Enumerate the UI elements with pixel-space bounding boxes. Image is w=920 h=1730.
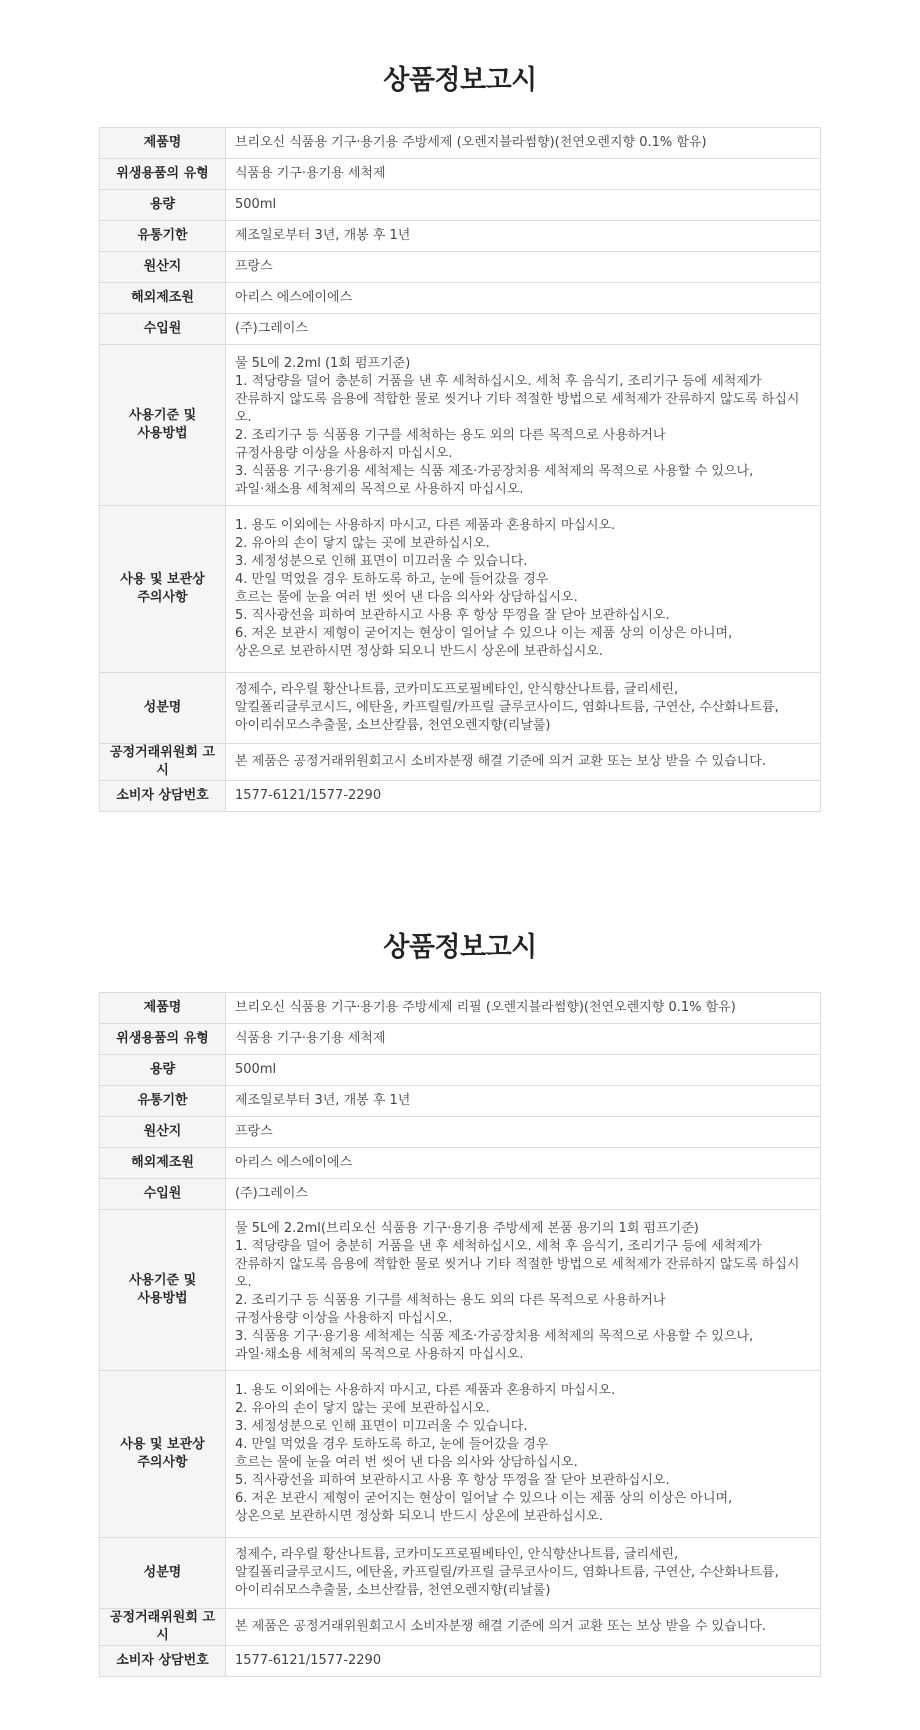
table-row bbox=[100, 1179, 821, 1210]
table-row bbox=[100, 1148, 821, 1179]
row-value: 1. 용도 이외에는 사용하지 마시고, 다른 제품과 혼용하지 마십시오. 2. 유아의 손이 닿지 않는 곳에 보관하십시오. 3. 세정성분으로 인해 표면이 미끄러울 수 있습니다. 4. 만일 먹었을 경우 토하도록 하고, 눈에 들어갔을 경우 흐르는 물에 눈을 여러 번 씻어 낸 다음 의사와 상담하십시오. 5. 직사광선을 피하여 보관하시고 사용 후 항상 뚜껑을 잘 닫아 보관하십시오. 6. 저온 보관시 제형이 굳어지는 현상이 일어날 수 있으나 이는 제품 상의 이상은 아니며, 상온으로 보관하시면 정상화 되오니 반드시 상온에 보관하십시오. bbox=[226, 1371, 821, 1538]
row-label: 수입원 bbox=[100, 1179, 226, 1210]
row-value: 본 제품은 공정거래위원회고시 소비자분쟁 해결 기준에 의거 교환 또는 보상 받을 수 있습니다. bbox=[226, 744, 821, 781]
row-value: 제조일로부터 3년, 개봉 후 1년 bbox=[226, 221, 821, 252]
section-title: 상품정보고시 bbox=[383, 65, 537, 96]
row-label: 사용 및 보관상 주의사항 bbox=[100, 506, 226, 673]
row-value: 1577-6121/1577-2290 bbox=[226, 781, 821, 812]
product-notice-section bbox=[0, 865, 920, 1730]
row-label: 사용 및 보관상 주의사항 bbox=[100, 1371, 226, 1538]
row-value: 500ml bbox=[226, 1055, 821, 1086]
product-info-table bbox=[99, 127, 821, 812]
row-label: 유통기한 bbox=[100, 1086, 226, 1117]
table-row bbox=[100, 345, 821, 506]
row-value: 브리오신 식품용 기구·용기용 주방세제 리필 (오렌지블라썸향)(천연오렌지향 0.1% 함유) bbox=[226, 993, 821, 1024]
row-label: 성분명 bbox=[100, 1538, 226, 1609]
row-value: 정제수, 라우릴 황산나트륨, 코카미도프로필베타인, 안식향산나트륨, 글리세린, 알킬폴리글루코시드, 에탄올, 카프릴릴/카프릴 글루코사이드, 염화나트륨, 구연산, 수산화나트륨, 아이리쉬모스추출물, 소브산칼륨, 천연오렌지향(리날룰) bbox=[226, 673, 821, 744]
table-row bbox=[100, 1538, 821, 1609]
table-row bbox=[100, 1210, 821, 1371]
table-row bbox=[100, 159, 821, 190]
table-row bbox=[100, 781, 821, 812]
row-value: 프랑스 bbox=[226, 252, 821, 283]
section-title: 상품정보고시 bbox=[383, 932, 537, 963]
row-value: 물 5L에 2.2ml (1회 펌프기준) 1. 적당량을 덜어 충분히 거품을 낸 후 세척하십시오. 세척 후 음식기, 조리기구 등에 세척제가 잔류하지 않도록 음용에 적합한 물로 씻거나 기타 적절한 방법으로 세척제가 잔류하지 않도록 하십시오. 2. 조리기구 등 식품용 기구를 세척하는 용도 외의 다른 목적으로 사용하거나 규정사용량 이상을 사용하지 마십시오. 3. 식품용 기구·용기용 세척제는 식품 제조·가공장치용 세척제의 목적으로 사용할 수 있으나, 과일·채소용 세척제의 목적으로 사용하지 마십시오. bbox=[226, 345, 821, 506]
table-row bbox=[100, 1371, 821, 1538]
table-row bbox=[100, 1086, 821, 1117]
row-label: 용량 bbox=[100, 1055, 226, 1086]
table-row bbox=[100, 221, 821, 252]
row-label: 소비자 상담번호 bbox=[100, 1646, 226, 1677]
row-value: 1. 용도 이외에는 사용하지 마시고, 다른 제품과 혼용하지 마십시오. 2. 유아의 손이 닿지 않는 곳에 보관하십시오. 3. 세정성분으로 인해 표면이 미끄러울 수 있습니다. 4. 만일 먹었을 경우 토하도록 하고, 눈에 들어갔을 경우 흐르는 물에 눈을 여러 번 씻어 낸 다음 의사와 상담하십시오. 5. 직사광선을 피하여 보관하시고 사용 후 항상 뚜껑을 잘 닫아 보관하십시오. 6. 저온 보관시 제형이 굳어지는 현상이 일어날 수 있으나 이는 제품 상의 이상은 아니며, 상온으로 보관하시면 정상화 되오니 반드시 상온에 보관하십시오. bbox=[226, 506, 821, 673]
table-row bbox=[100, 993, 821, 1024]
table-row bbox=[100, 283, 821, 314]
table-row bbox=[100, 1609, 821, 1646]
row-label: 성분명 bbox=[100, 673, 226, 744]
row-value: (주)그레이스 bbox=[226, 1179, 821, 1210]
row-label: 위생용품의 유형 bbox=[100, 1024, 226, 1055]
row-value: 1577-6121/1577-2290 bbox=[226, 1646, 821, 1677]
row-label: 제품명 bbox=[100, 993, 226, 1024]
row-label: 수입원 bbox=[100, 314, 226, 345]
table-row bbox=[100, 1055, 821, 1086]
row-value: 프랑스 bbox=[226, 1117, 821, 1148]
row-label: 사용기준 및 사용방법 bbox=[100, 1210, 226, 1371]
table-row bbox=[100, 190, 821, 221]
table-row bbox=[100, 314, 821, 345]
row-label: 원산지 bbox=[100, 252, 226, 283]
row-value: 500ml bbox=[226, 190, 821, 221]
row-value: 식품용 기구·용기용 세척제 bbox=[226, 159, 821, 190]
row-label: 위생용품의 유형 bbox=[100, 159, 226, 190]
row-label: 소비자 상담번호 bbox=[100, 781, 226, 812]
row-label: 사용기준 및 사용방법 bbox=[100, 345, 226, 506]
table-row bbox=[100, 128, 821, 159]
row-label: 공정거래위원회 고시 bbox=[100, 744, 226, 781]
row-value: 식품용 기구·용기용 세척제 bbox=[226, 1024, 821, 1055]
row-label: 유통기한 bbox=[100, 221, 226, 252]
table-row bbox=[100, 1024, 821, 1055]
row-label: 제품명 bbox=[100, 128, 226, 159]
row-value: 정제수, 라우릴 황산나트륨, 코카미도프로필베타인, 안식향산나트륨, 글리세린, 알킬폴리글루코시드, 에탄올, 카프릴릴/카프릴 글루코사이드, 염화나트륨, 구연산, 수산화나트륨, 아이리쉬모스추출물, 소브산칼륨, 천연오렌지향(리날룰) bbox=[226, 1538, 821, 1609]
table-row bbox=[100, 673, 821, 744]
product-info-table bbox=[99, 992, 821, 1677]
table-row bbox=[100, 252, 821, 283]
row-value: 제조일로부터 3년, 개봉 후 1년 bbox=[226, 1086, 821, 1117]
row-label: 해외제조원 bbox=[100, 1148, 226, 1179]
row-value: 브리오신 식품용 기구·용기용 주방세제 (오렌지블라썸향)(천연오렌지향 0.1% 함유) bbox=[226, 128, 821, 159]
table-row bbox=[100, 1117, 821, 1148]
table-row bbox=[100, 744, 821, 781]
row-value: (주)그레이스 bbox=[226, 314, 821, 345]
row-value: 아리스 에스에이에스 bbox=[226, 1148, 821, 1179]
row-label: 해외제조원 bbox=[100, 283, 226, 314]
row-value: 물 5L에 2.2ml(브리오신 식품용 기구·용기용 주방세제 본품 용기의 1회 펌프기준) 1. 적당량을 덜어 충분히 거품을 낸 후 세척하십시오. 세척 후 음식기, 조리기구 등에 세척제가 잔류하지 않도록 음용에 적합한 물로 씻거나 기타 적절한 방법으로 세척제가 잔류하지 않도록 하십시오. 2. 조리기구 등 식품용 기구를 세척하는 용도 외의 다른 목적으로 사용하거나 규정사용량 이상을 사용하지 마십시오. 3. 식품용 기구·용기용 세척제는 식품 제조·가공장치용 세척제의 목적으로 사용할 수 있으나, 과일·채소용 세척제의 목적으로 사용하지 마십시오. bbox=[226, 1210, 821, 1371]
row-label: 공정거래위원회 고시 bbox=[100, 1609, 226, 1646]
row-value: 본 제품은 공정거래위원회고시 소비자분쟁 해결 기준에 의거 교환 또는 보상 받을 수 있습니다. bbox=[226, 1609, 821, 1646]
table-row bbox=[100, 1646, 821, 1677]
row-label: 원산지 bbox=[100, 1117, 226, 1148]
table-row bbox=[100, 506, 821, 673]
row-label: 용량 bbox=[100, 190, 226, 221]
row-value: 아리스 에스에이에스 bbox=[226, 283, 821, 314]
